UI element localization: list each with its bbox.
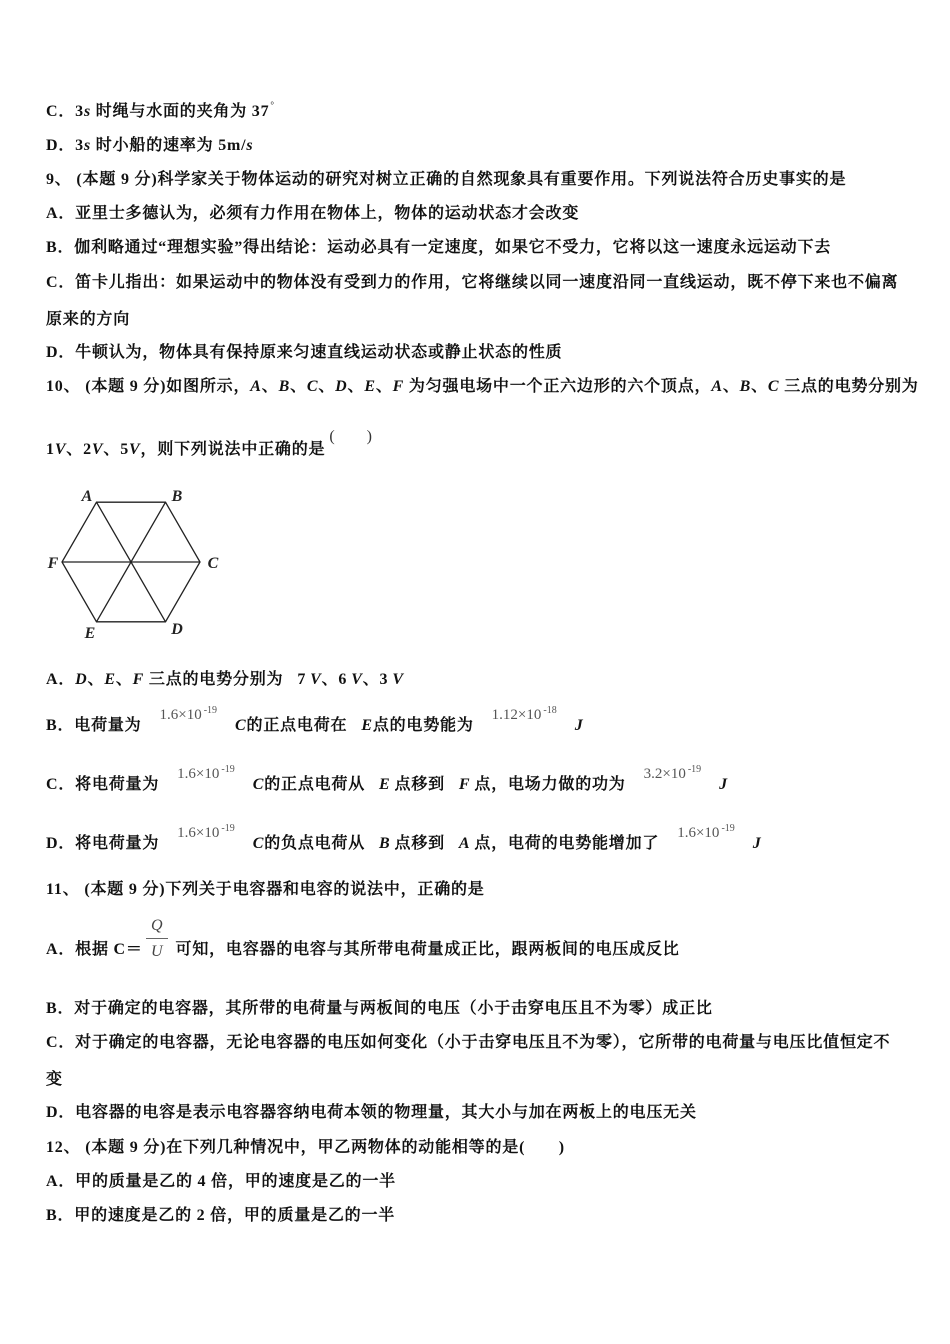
- formula-exponent: -19: [221, 823, 235, 834]
- volt-unit: V: [91, 441, 104, 458]
- question-score: (本题 9 分): [80, 1139, 167, 1156]
- option-text: 甲的质量是乙的 4 倍，甲的速度是乙的一半: [75, 1173, 396, 1190]
- formula-base: 1.6×10: [177, 825, 220, 841]
- vertex-e: E: [364, 378, 376, 395]
- potential-value-f: 3: [379, 671, 389, 688]
- potential-c: 5: [120, 441, 130, 458]
- time-value: 3: [75, 103, 84, 120]
- separator: 、: [115, 671, 133, 688]
- answer-blank: ( ): [519, 1139, 565, 1156]
- option-label: A．: [46, 941, 76, 958]
- option-label: C．: [46, 1034, 76, 1051]
- q10-option-d: [46, 823, 762, 856]
- joule-unit: J: [719, 776, 728, 793]
- option-text: 时绳与水面的夹角为 37: [91, 103, 270, 120]
- point-to: F: [458, 776, 471, 793]
- vertex-label-e: E: [84, 625, 96, 642]
- point-from: B: [379, 835, 391, 852]
- option-text: 点，电场力做的功为: [474, 776, 626, 793]
- vertex-b: B: [739, 378, 752, 395]
- coulomb-unit: C: [235, 717, 247, 734]
- question-score: (本题 9 分): [79, 881, 166, 898]
- q11-option-a: [46, 917, 680, 960]
- option-text-continuation: 变: [46, 1071, 63, 1088]
- question-number: 12、: [46, 1139, 81, 1156]
- option-text: 伽利略通过“理想实验”得出结论：运动必具有一定速度，如果它不受力，它将以这一速度永远运动下去: [74, 239, 832, 256]
- volt-unit: V: [351, 671, 363, 688]
- option-text: 将电荷量为: [75, 835, 160, 852]
- q11-option-d: [46, 1103, 697, 1123]
- option-label: D．: [46, 1104, 76, 1121]
- option-label: A．: [46, 205, 76, 222]
- separator: 、: [290, 378, 307, 395]
- option-text: 时小船的速率为 5m/: [91, 137, 247, 154]
- formula-exponent: -19: [221, 764, 235, 775]
- vertex-a: A: [711, 378, 723, 395]
- point-from: E: [379, 776, 391, 793]
- formula-base: 1.6×10: [677, 825, 720, 841]
- joule-unit: J: [574, 717, 584, 734]
- q10-option-c: [46, 764, 728, 797]
- option-label: C．: [46, 103, 76, 120]
- formula-base: 1.6×10: [159, 707, 202, 723]
- volt-unit: V: [392, 671, 404, 688]
- separator: 、: [318, 378, 336, 395]
- separator: 、: [375, 378, 393, 395]
- vertex-f: F: [392, 378, 405, 395]
- option-label: B．: [46, 717, 75, 734]
- formula-base: 1.6×10: [177, 766, 220, 782]
- degree-symbol: °: [270, 100, 275, 110]
- option-text: 点，电荷的电势能增加了: [474, 835, 660, 852]
- vertex-label-c: C: [207, 555, 219, 572]
- option-label: B．: [46, 239, 75, 256]
- energy-formula: [492, 705, 557, 727]
- option-text: 甲的速度是乙的 2 倍，甲的质量是乙的一半: [74, 1207, 396, 1224]
- separator: 、: [751, 378, 768, 395]
- coulomb-unit: C: [252, 835, 265, 852]
- q8-option-d: [46, 136, 253, 156]
- option-label: B．: [46, 1000, 75, 1017]
- separator: 、: [87, 671, 105, 688]
- q10-stem-line-2: [46, 428, 372, 460]
- q11-option-c: [46, 1033, 890, 1053]
- option-text: 对于确定的电容器，无论电容器的电压如何变化（小于击穿电压且不为零），它所带的电荷量与电压比值恒定不: [75, 1034, 891, 1051]
- formula-exponent: -19: [721, 823, 735, 834]
- vertex-label-f: F: [47, 555, 59, 572]
- volt-unit: V: [54, 441, 67, 458]
- option-text: 根据 C＝: [75, 941, 143, 958]
- option-text: 点移到: [394, 835, 445, 852]
- q9-option-b: [46, 238, 831, 258]
- question-stem: 在下列几种情况中，甲乙两物体的动能相等的是: [166, 1139, 520, 1156]
- charge-formula: [159, 705, 217, 727]
- q10-stem-line-1: [46, 377, 919, 397]
- option-text: 亚里士多德认为，必须有力作用在物体上，物体的运动状态才会改变: [75, 205, 580, 222]
- stem-question: ，则下列说法中正确的是: [140, 441, 326, 458]
- potential-value-e: 6: [338, 671, 348, 688]
- separator: 、: [321, 671, 339, 688]
- q12-option-b: [46, 1206, 395, 1226]
- q9-option-d: [46, 343, 562, 363]
- separator: 、: [722, 378, 740, 395]
- option-label: A．: [46, 671, 76, 688]
- question-score: (本题 9 分): [80, 378, 167, 395]
- q12-option-a: [46, 1172, 396, 1192]
- time-unit: s: [83, 103, 91, 120]
- point-e: E: [104, 671, 116, 688]
- option-label: D．: [46, 835, 76, 852]
- option-text: 电荷量为: [74, 717, 142, 734]
- formula-exponent: -19: [203, 705, 218, 716]
- formula-exponent: -18: [543, 705, 557, 716]
- potential-a: 1: [46, 441, 55, 458]
- time-value: 3: [75, 137, 84, 154]
- option-text: 牛顿认为，物体具有保持原来匀速直线运动状态或静止状态的性质: [75, 344, 563, 361]
- formula-base: 1.12×10: [491, 707, 542, 723]
- energy-formula: [677, 823, 735, 845]
- vertex-d: D: [335, 378, 348, 395]
- q9-option-c-continuation: [46, 310, 130, 330]
- fraction-q-over-u: [147, 917, 167, 960]
- option-text: 可知，电容器的电容与其所带电荷量成正比，跟两板间的电压成反比: [170, 941, 680, 958]
- option-label: D．: [46, 137, 76, 154]
- option-text: 的正点电荷从: [264, 776, 366, 793]
- potential-value-d: 7: [297, 671, 307, 688]
- option-label: D．: [46, 344, 76, 361]
- option-text: 的正点电荷在: [246, 717, 348, 734]
- time-unit: s: [83, 137, 91, 154]
- separator: 、: [261, 378, 279, 395]
- option-text: 对于确定的电容器，其所带的电荷量与两板间的电压（小于击穿电压且不为零）成正比: [74, 1000, 713, 1017]
- work-formula: [644, 764, 702, 786]
- point-e: E: [361, 717, 373, 734]
- charge-formula: [177, 764, 235, 786]
- q9-stem: [46, 170, 846, 190]
- q11-option-c-continuation: [46, 1070, 63, 1090]
- volt-unit: V: [310, 671, 322, 688]
- stem-intro: 如图所示，: [166, 378, 251, 395]
- formula-exponent: -19: [687, 764, 702, 775]
- option-text: 电容器的电容是表示电容器容纳电荷本领的物理量，其大小与加在两板上的电压无关: [75, 1104, 697, 1121]
- separator: 、: [103, 441, 121, 458]
- option-text: 点的电势能为: [372, 717, 474, 734]
- q11-stem: [46, 880, 485, 900]
- vertex-c: C: [306, 378, 319, 395]
- question-score: (本题 9 分): [71, 171, 158, 188]
- stem-end: 三点的电势分别为: [779, 378, 919, 395]
- question-number: 10、: [46, 378, 81, 395]
- option-text-continuation: 原来的方向: [46, 311, 131, 328]
- fraction-denominator: U: [150, 943, 163, 960]
- point-f: F: [132, 671, 145, 688]
- q10-option-b: [46, 705, 584, 738]
- joule-unit: J: [752, 835, 762, 852]
- option-text: 笛卡儿指出：如果运动中的物体没有受到力的作用，它将继续以同一速度沿同一直线运动，既不停下来也不偏离: [75, 274, 899, 291]
- fraction-bar: [146, 938, 168, 939]
- q11-option-b: [46, 999, 713, 1019]
- option-text: 三点的电势分别为: [144, 671, 284, 688]
- separator: 、: [362, 671, 380, 688]
- formula-base: 3.2×10: [643, 766, 686, 782]
- question-number: 9、: [46, 171, 72, 188]
- q9-option-c: [46, 273, 898, 293]
- speed-unit-s: s: [246, 137, 254, 154]
- hexagon-diagram: [40, 478, 240, 648]
- q9-option-a: [46, 204, 579, 224]
- option-label: B．: [46, 1207, 75, 1224]
- charge-formula: [177, 823, 235, 845]
- separator: 、: [66, 441, 84, 458]
- vertex-label-a: A: [81, 488, 93, 505]
- vertex-a: A: [250, 378, 262, 395]
- coulomb-unit: C: [252, 776, 265, 793]
- stem-middle: 为匀强电场中一个正六边形的六个顶点，: [404, 378, 712, 395]
- q12-stem: [46, 1138, 565, 1158]
- option-text: 的负点电荷从: [264, 835, 366, 852]
- volt-unit: V: [129, 441, 141, 458]
- option-label: C．: [46, 274, 76, 291]
- vertex-b: B: [278, 378, 291, 395]
- point-to: A: [458, 835, 471, 852]
- option-text: 将电荷量为: [75, 776, 160, 793]
- q10-option-a: [46, 670, 404, 690]
- answer-blank: ( ): [329, 428, 372, 445]
- question-stem: 下列关于电容器和电容的说法中，正确的是: [165, 881, 485, 898]
- potential-b: 2: [83, 441, 92, 458]
- option-label: A．: [46, 1173, 76, 1190]
- q8-option-c: [46, 102, 275, 123]
- option-label: C．: [46, 776, 76, 793]
- question-stem: 科学家关于物体运动的研究对树立正确的自然现象具有重要作用。下列说法符合历史事实的是: [157, 171, 847, 188]
- vertex-label-b: B: [171, 488, 183, 505]
- vertex-c: C: [767, 378, 780, 395]
- fraction-numerator: Q: [150, 917, 163, 934]
- option-text: 点移到: [394, 776, 445, 793]
- question-number: 11、: [46, 881, 80, 898]
- point-d: D: [75, 671, 88, 688]
- vertex-label-d: D: [171, 621, 183, 638]
- separator: 、: [347, 378, 365, 395]
